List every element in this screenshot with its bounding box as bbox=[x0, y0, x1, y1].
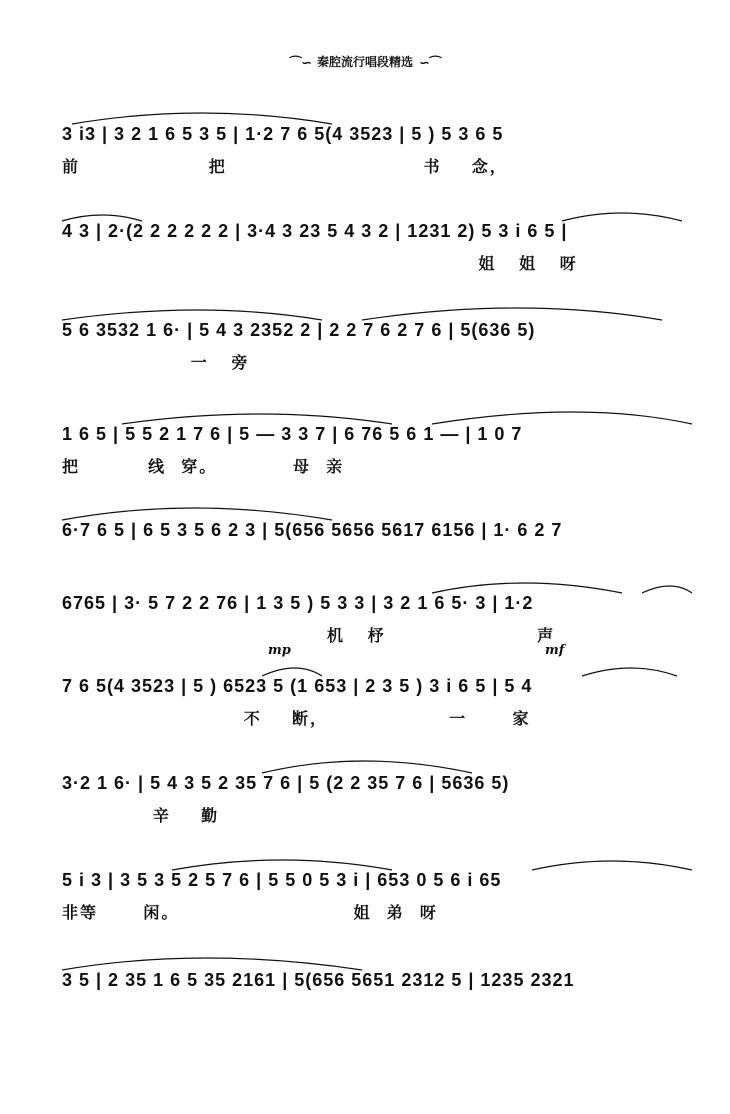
slur bbox=[62, 213, 682, 221]
page-title: 秦腔流行唱段精选 bbox=[316, 55, 413, 69]
slur bbox=[172, 860, 692, 870]
notation-line: 6·7 6 5 | 6 5 3 5 6 2 3 | 5(656 5656 5617 6156 | 1· 6 2 7 bbox=[62, 520, 563, 540]
notation-line: 3 i3 | 3 2 1 6 5 3 5 | 1·2 7 6 5(4 3523 | 5 ) 5 3 6 5 bbox=[62, 124, 504, 144]
notation-line: 1 6 5 | 5 5 2 1 7 6 | 5 — 3 3 7 | 6 76 5 6 1 — | 1 0 7 bbox=[62, 424, 523, 444]
notation-line: 7 6 5(4 3523 | 5 ) 6523 5 (1 653 | 2 3 5 ) 3 i 6 5 | 5 4 bbox=[62, 676, 533, 696]
slur bbox=[262, 668, 677, 676]
slur bbox=[62, 508, 332, 520]
notation-line: 3·2 1 6· | 5 4 3 5 2 35 7 6 | 5 (2 2 35 7 6 | 5636 5) bbox=[62, 773, 510, 793]
page-header bbox=[0, 52, 730, 71]
ornament-left-icon: ⌒∽ bbox=[289, 56, 311, 71]
ornament-right-icon: ∽⌒ bbox=[419, 56, 441, 71]
slur bbox=[432, 583, 692, 593]
lyrics-line: 把 线 穿。 母 亲 bbox=[62, 457, 345, 476]
notation-line: 5 i 3 | 3 5 3 5 2 5 7 6 | 5 5 0 5 3 i | 653 0 5 6 i 65 bbox=[62, 870, 502, 890]
lyrics-line bbox=[62, 1000, 692, 1022]
dynamic-mark: mf bbox=[545, 643, 565, 658]
notation-line: 4 3 | 2·(2 2 2 2 2 2 | 3·4 3 23 5 4 3 2 | 1231 2) 5 3 i 6 5 | bbox=[62, 221, 568, 241]
lyrics-line: 不 断， 一 家 bbox=[62, 709, 531, 728]
lyrics-line: 一 旁 bbox=[62, 353, 250, 372]
notation-line: 5 6 3532 1 6· | 5 4 3 2352 2 | 2 2 7 6 2 7 6 | 5(636 5) bbox=[62, 320, 536, 340]
dynamic-mark: mp bbox=[268, 643, 291, 658]
notation-line: 6765 | 3· 5 7 2 2 76 | 1 3 5 ) 5 3 3 | 3 2 1 6 5· 3 | 1·2 bbox=[62, 593, 534, 613]
notation-line: 3 5 | 2 35 1 6 5 35 2161 | 5(656 5651 2312 5 | 1235 2321 bbox=[62, 970, 575, 990]
lyrics-line: 前 把 书 念， bbox=[62, 157, 508, 176]
lyrics-line: 姐 姐 呀 bbox=[62, 254, 578, 273]
slur bbox=[72, 113, 332, 124]
slur bbox=[62, 958, 362, 970]
lyrics-line: 机 杼 声 bbox=[62, 626, 556, 645]
slur bbox=[262, 761, 472, 773]
lyrics-line: 非等 闲。 姐 弟 呀 bbox=[62, 903, 438, 922]
slur bbox=[122, 412, 692, 424]
slur bbox=[62, 308, 662, 320]
lyrics-line: 辛 勤 bbox=[62, 806, 220, 825]
